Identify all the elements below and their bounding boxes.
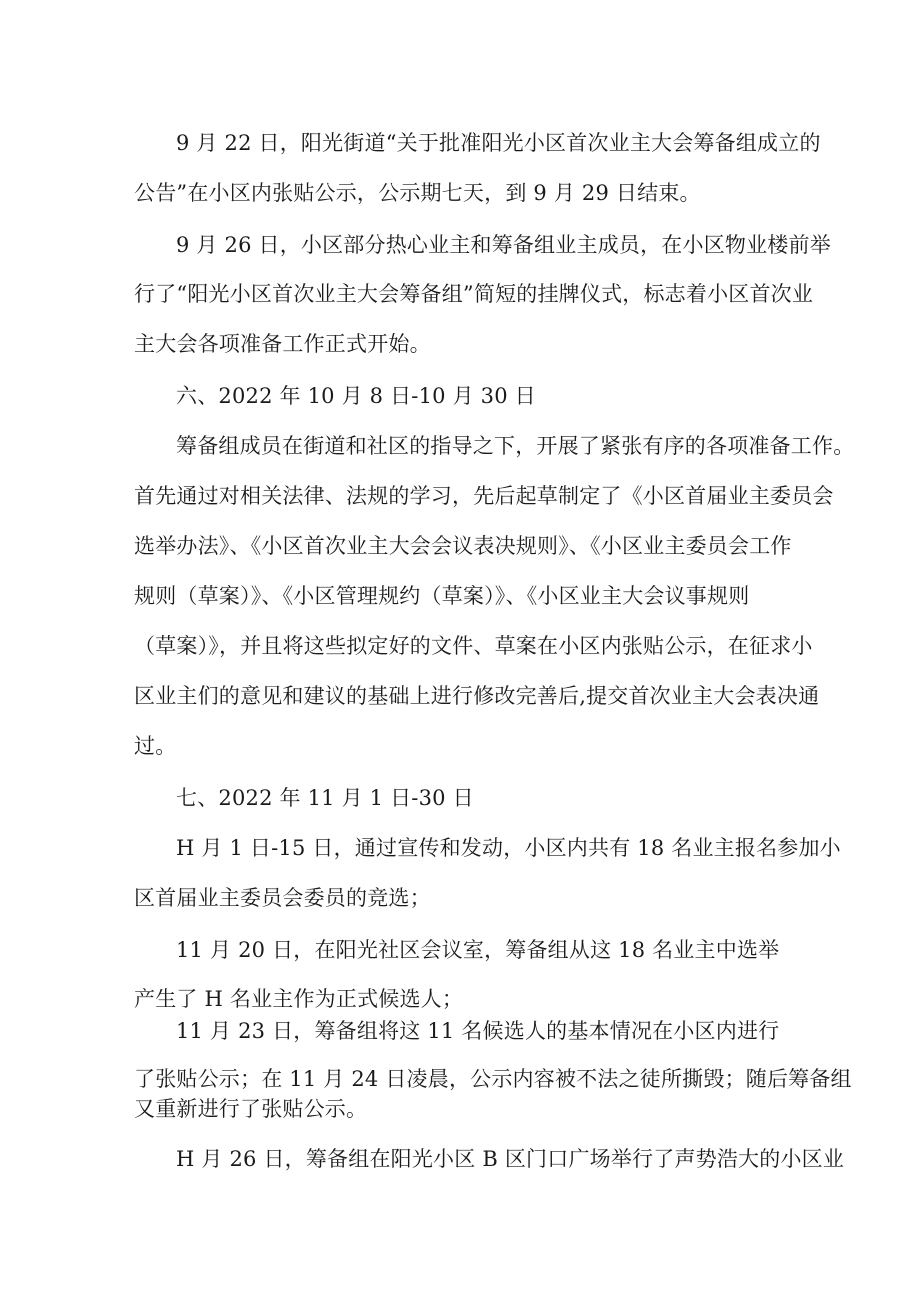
text-line: 筹备组成员在街道和社区的指导之下，开展了紧张有序的各项准备工作。 — [176, 434, 855, 458]
text-line: 9 月 26 日，小区部分热心业主和筹备组业主成员，在小区物业楼前举 — [176, 233, 831, 257]
text-line: 首先通过对相关法律、法规的学习，先后起草制定了《小区首届业主委员会 — [134, 484, 834, 508]
text-line: 过。 — [134, 734, 177, 758]
text-line: 11 月 23 日，筹备组将这 11 名候选人的基本情况在小区内进行 — [176, 1019, 780, 1043]
section-heading: 六、2022 年 10 月 8 日-10 月 30 日 — [176, 384, 536, 408]
text-line: 11 月 20 日，在阳光社区会议室，筹备组从这 18 名业主中选举 — [176, 938, 780, 962]
text-line: 又重新进行了张贴公示。 — [134, 1097, 368, 1121]
text-line: 行了“阳光小区首次业主大会筹备组”简短的挂牌仪式，标志着小区首次业 — [134, 282, 814, 306]
text-line: 选举办法》、《小区首次业主大会会议表决规则》、《小区业主委员会工作 — [134, 534, 792, 558]
text-line: 区业主们的意见和建议的基础上进行修改完善后,提交首次业主大会表决通 — [134, 684, 820, 708]
section-heading: 七、2022 年 11 月 1 日-30 日 — [176, 786, 474, 810]
text-line: H 月 1 日-15 日，通过宣传和发动，小区内共有 18 名业主报名参加小 — [176, 836, 841, 860]
text-line: H 月 26 日，筹备组在阳光小区 B 区门口广场举行了声势浩大的小区业 — [176, 1147, 845, 1171]
text-line: 区首届业主委员会委员的竞选； — [134, 886, 431, 910]
text-line: 主大会各项准备工作正式开始。 — [134, 332, 431, 356]
text-line: （草案）》，并且将这些拟定好的文件、草案在小区内张贴公示，在征求小 — [134, 634, 813, 658]
text-line: 规则（草案）》、《小区管理规约（草案）》、《小区业主大会议事规则 — [134, 584, 750, 608]
text-line: 产生了 H 名业主作为正式候选人； — [134, 987, 464, 1011]
text-line: 公告”在小区内张贴公示，公示期七天，到 9 月 29 日结束。 — [134, 181, 701, 205]
text-line: 9 月 22 日，阳光街道“关于批准阳光小区首次业主大会筹备组成立的 — [176, 131, 821, 155]
text-line: 了张贴公示；在 11 月 24 日凌晨，公示内容被不法之徒所撕毁；随后筹备组 — [134, 1067, 852, 1091]
